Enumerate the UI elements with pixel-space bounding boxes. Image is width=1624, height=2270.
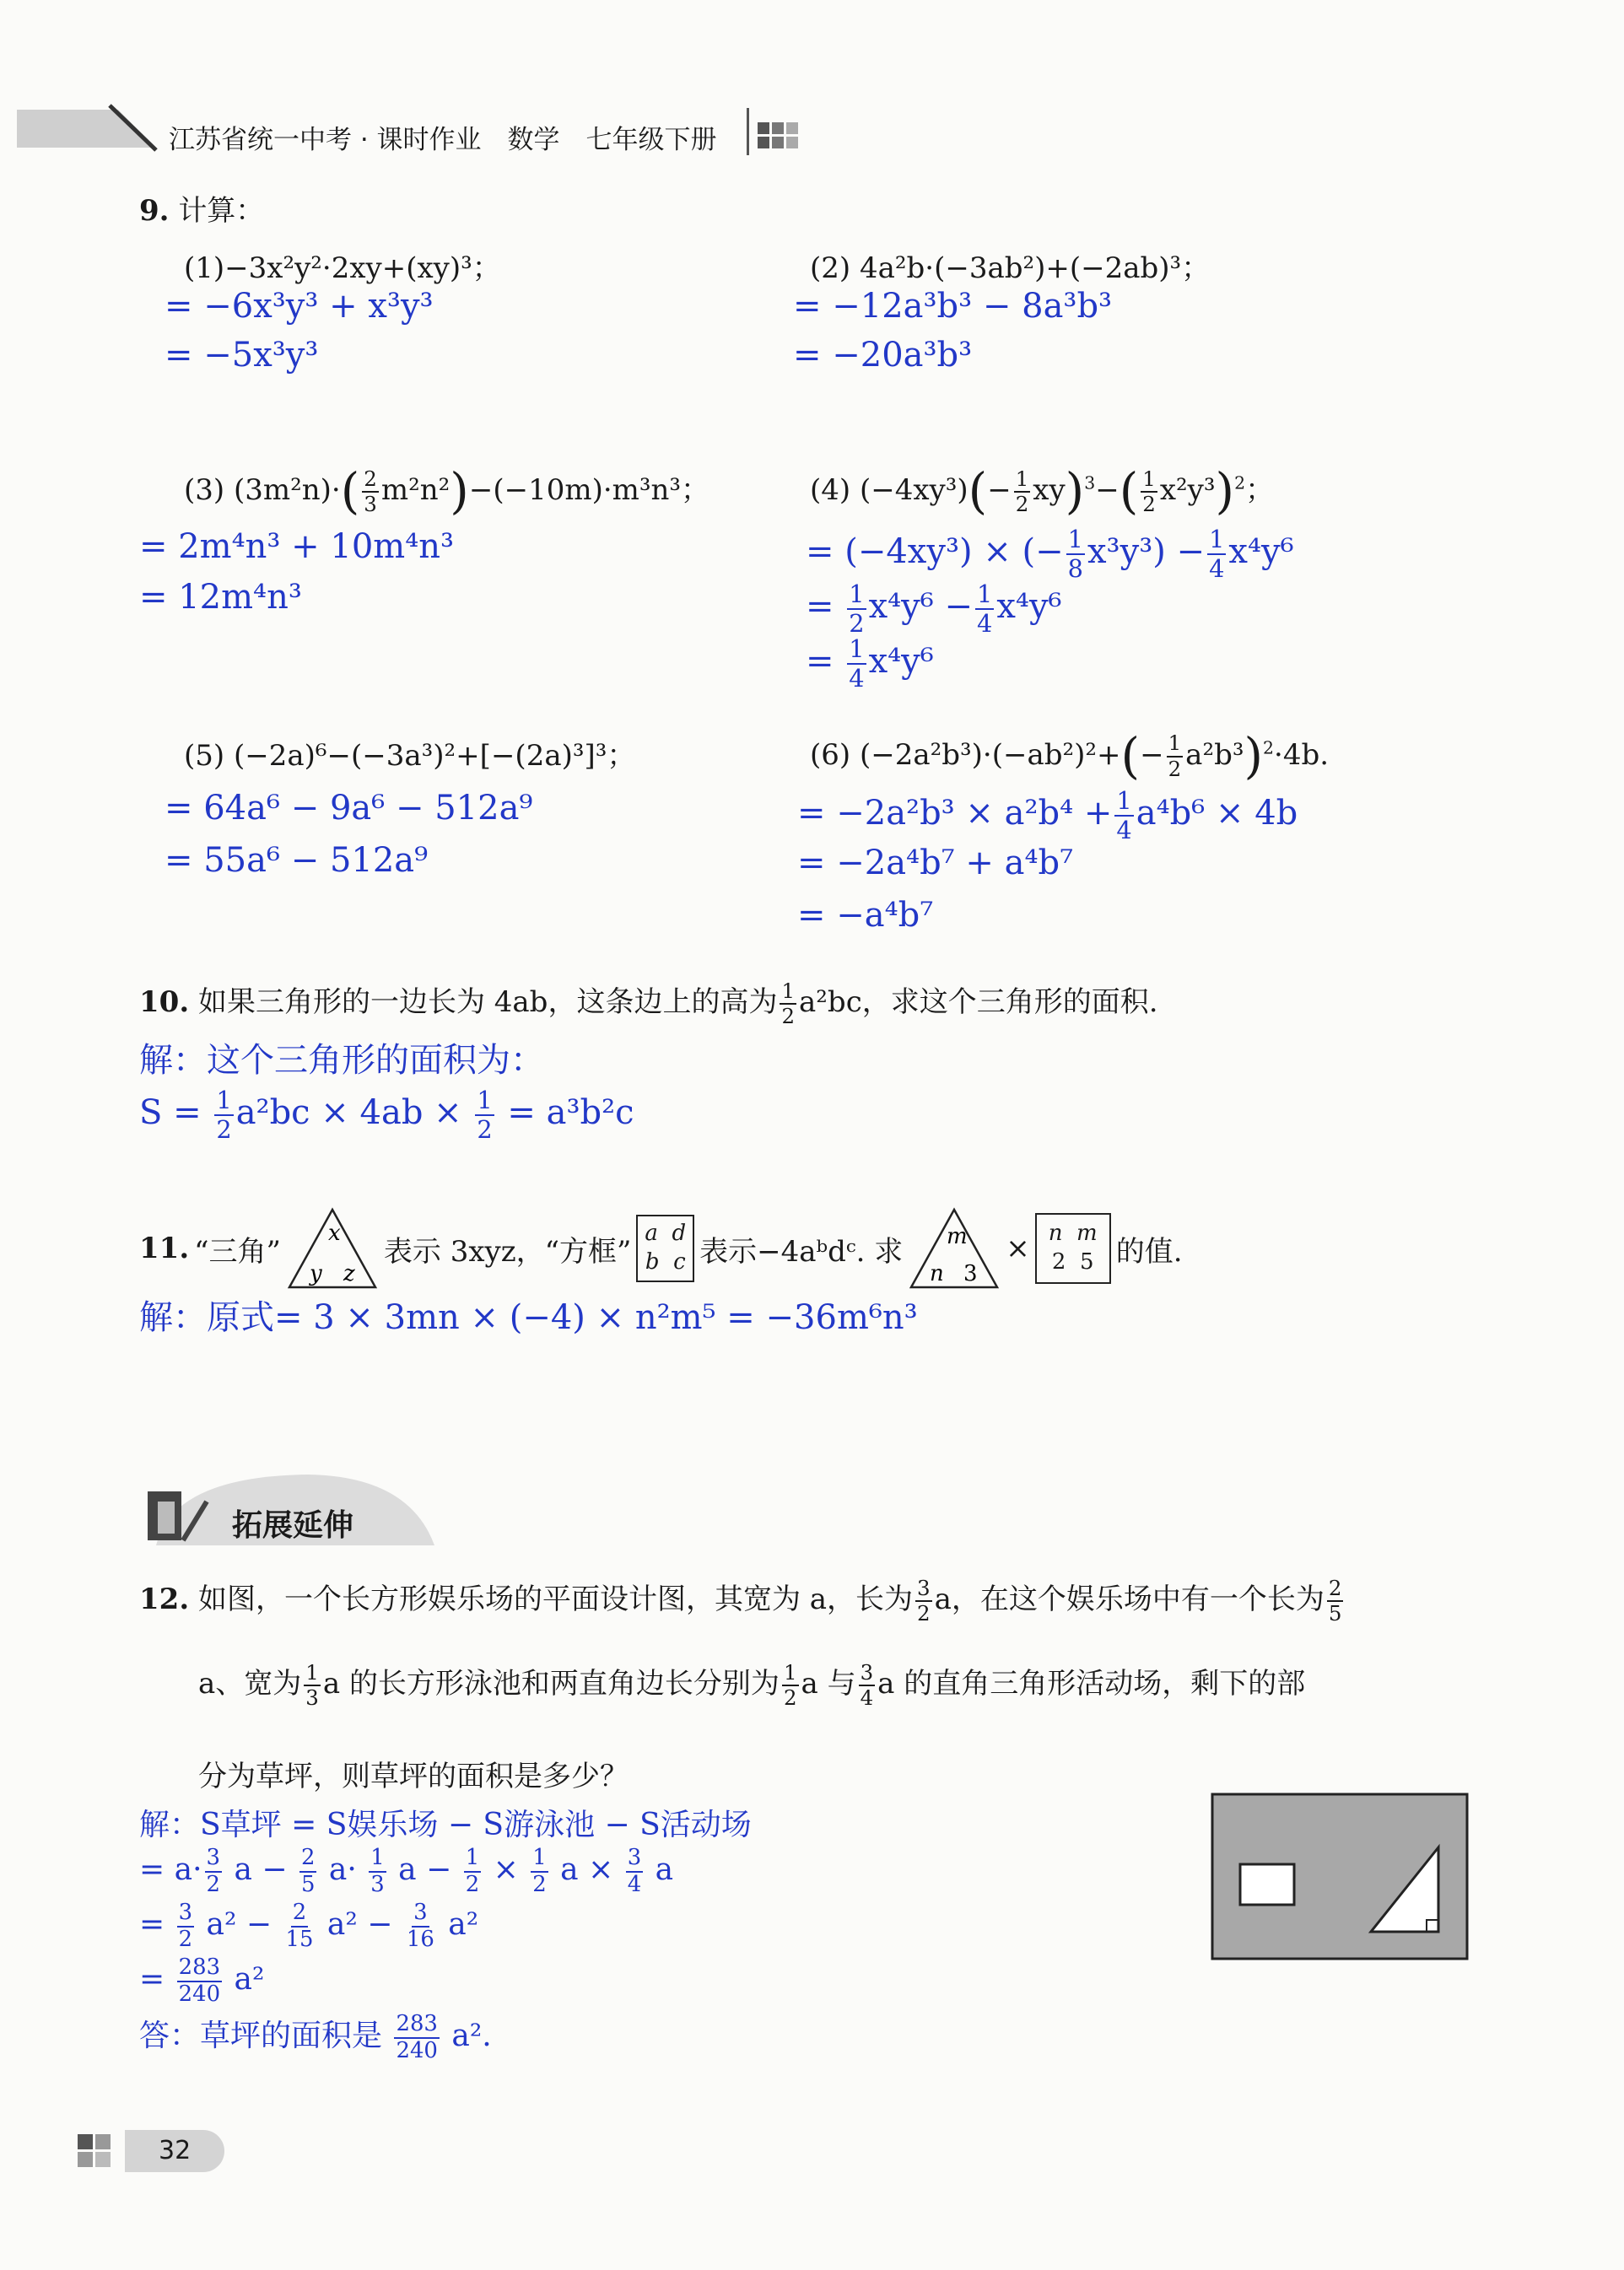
q12-figure [1211,1793,1472,1961]
triangle-figure-xyz [286,1206,379,1291]
q10-text-a: 如果三角形的一边长为 4ab，这条边上的高为 [197,985,778,1019]
q9-p4-ans1-c: x⁴y⁶ [1228,531,1294,571]
q9-heading [139,187,264,229]
triangle-figure-mn3 [908,1206,1001,1291]
q12-ans5-frac-num: 283 [394,2014,439,2039]
page-number: 32 [159,2136,192,2165]
tri1-top: x [327,1221,341,1246]
q12-line3: 分为草坪，则草坪的面积是多少？ [198,1760,629,1793]
box1-tr: d [672,1221,687,1247]
q11-text-5: 的值. [1115,1234,1183,1269]
header-divider [747,108,749,155]
q9-p4-ans3: = $\frac{1}{4}$ x⁴y⁶ [806,634,934,693]
q9-p1-problem: (1)−3x²y²·2xy+(xy)³； [184,251,501,285]
q9-p4-part-a: (4) (−4xy³) [810,473,968,507]
q9-p1-ans1: = −6x³y³ + x³y³ [165,287,434,326]
box-figure-abcd [636,1215,694,1282]
q12-ans5-frac-den: 240 [396,2038,438,2063]
q10-ans2-c: = a³b²c [507,1092,634,1132]
q9-p3-ans1: = 2m⁴n³ + 10m⁴n³ [139,527,455,566]
box2-br: 5 [1080,1249,1094,1275]
q12-ans4-frac-den: 240 [178,1981,221,2007]
q10-number: 10. [139,985,190,1019]
q12-ans4: = $\frac{283}{240}$ a² [139,1955,265,2007]
q12-ans3-a: = [139,1906,165,1942]
box1-br: c [673,1249,686,1275]
q12-line1-b: a，在这个娱乐场中有一个长为 [934,1583,1325,1616]
q11-times: × [1006,1232,1030,1265]
q12-ans5-b: a². [451,2019,492,2053]
q12-line1-a: 如图，一个长方形娱乐场的平面设计图，其宽为 a，长为 [197,1583,914,1616]
q12-line2: a、宽为 $\frac{1}{3}$ a 的长方形泳池和两直角边长分别为 $\frac{1}{2}$ a 与 $\frac{3}{4}$ a 的直角三角形活动场，剩下的部 [198,1659,1306,1710]
q9-p4-part-b: xy [1033,473,1066,507]
q9-p3-ans2: = 12m⁴n³ [139,578,302,617]
q9-p5-ans1: = 64a⁶ − 9a⁶ − 512a⁹ [165,789,533,828]
q10-ans2-a: S = [139,1092,202,1132]
q12-ans3: = $\frac{3}{2}$ a² − $\frac{2}{15}$ a² − $\frac{3}{16}$ a² [139,1900,479,1952]
q12-ans2-a: = a· [139,1852,202,1887]
q9-p5-problem: (5) (−2a)⁶−(−3a³)²+[−(2a)³]³； [184,739,636,773]
q9-p6-ans3: = −a⁴b⁷ [797,896,934,935]
q11-ans: 解：原式= 3 × 3mn × (−4) × n²m⁵ = −36m⁶n³ [139,1298,918,1337]
q9-p4-ans2: = $\frac{1}{2}$ x⁴y⁶ − $\frac{1}{4}$ x⁴y⁶ [806,580,1062,638]
q11-text-3: 表示−4aᵇdᶜ. 求 [699,1234,904,1269]
q9-number: 9. [139,194,170,228]
q12-ans5-a: 答：草坪的面积是 [139,2019,383,2053]
q9-p2-ans1: = −12a³b³ − 8a³b³ [793,287,1113,326]
q9-p4-ans1-b: x³y³) − [1087,531,1206,571]
q11-problem [139,1206,1183,1291]
q9-p3-part-c: −(−10m)·m³n³； [468,473,710,507]
pool-rect [1240,1864,1294,1905]
q9-p5-ans2: = 55a⁶ − 512a⁹ [165,841,429,880]
q9-p3-part-b: m²n² [380,473,451,507]
q9-p4-ans2-c: x⁴y⁶ [996,586,1062,626]
q11-text-2: 表示 3xyz，“方框” [383,1234,632,1269]
q12-ans4-a: = [139,1961,165,1997]
footer-grid-icon [78,2134,128,2176]
q9-p3-problem: (3) (3m²n)·( $\frac{2}{3}$ m²n²)−(−10m)·m³n³； [184,462,710,520]
q9-p6-ans1: = −2a²b³ × a²b⁴ + $\frac{1}{4}$ a⁴b⁶ × 4b [797,786,1298,844]
q11-number: 11. [139,1232,190,1265]
q12-line2-c: a 与 [801,1667,856,1701]
section-title: 拓展延伸 [232,1508,354,1543]
tri2-bl: n [930,1261,945,1286]
tri2-br: 3 [963,1261,978,1286]
q10-ans1: 解：这个三角形的面积为： [139,1041,544,1080]
q9-p6-problem: (6) (−2a²b³)·(−ab²)²+(− $\frac{1}{2}$ a²b³)$^2$·4b. [810,727,1330,785]
tri1-bl: y [309,1261,322,1286]
box-figure-nm25 [1035,1213,1111,1284]
q9-p4-ans1-a: = (−4xy³) × (− [806,531,1064,571]
q9-p6-part-c: ·4b. [1274,737,1330,772]
q9-p6-ans1-a: = −2a²b³ × a²b⁴ + [797,793,1113,833]
box1-bl: b [645,1249,660,1275]
header-decor [17,101,160,152]
q9-p2-problem: (2) 4a²b·(−3ab²)+(−2ab)³； [810,251,1211,285]
tri2-top: m [947,1224,968,1249]
q11-text-1: “三角” [194,1234,281,1269]
q9-p4-ans3-b: x⁴y⁶ [868,641,934,681]
box2-tl: n [1048,1221,1063,1247]
header-grid-icon [758,122,808,153]
q9-p4-problem: (4) (−4xy³)(− $\frac{1}{2}$ xy)$^3$−( $\frac{1}{2}$ x²y³)$^2$； [810,462,1275,520]
q9-p3-frac-den: 3 [364,492,377,516]
q9-p4-part-c: x²y³ [1159,473,1216,507]
q12-line2-d: a 的直角三角形活动场，剩下的部 [877,1667,1306,1701]
q12-line1: 12. 如图，一个长方形娱乐场的平面设计图，其宽为 a，长为 $\frac{3}{2}$ a，在这个娱乐场中有一个长为 $\frac{2}{5}$ [139,1575,1342,1626]
q12-ans1: 解：S草坪 = S娱乐场 − S游泳池 − S活动场 [139,1808,752,1842]
q9-p6-part-a: (6) (−2a²b³)·(−ab²)²+ [810,737,1121,772]
q9-p6-ans1-b: a⁴b⁶ × 4b [1136,793,1298,833]
q9-p4-ans1: = (−4xy³) × (− $\frac{1}{8}$ x³y³) − $\frac{1}{4}$ x⁴y⁶ [806,525,1294,583]
q9-p1-ans2: = −5x³y³ [165,336,319,375]
tri1-br: z [343,1261,355,1286]
box2-bl: 2 [1051,1249,1066,1275]
q9-title: 计算： [178,194,265,228]
q12-line2-a: a、宽为 [198,1667,302,1701]
q12-ans4-frac-num: 283 [177,1957,222,1982]
header-title: 江苏省统一中考 · 课时作业 数学 七年级下册 [169,125,717,155]
q9-p4-ans2-b: x⁴y⁶ − [868,586,974,626]
q12-line2-b: a 的长方形泳池和两直角边长分别为 [322,1667,780,1701]
q9-p6-part-b: a²b³ [1185,737,1244,772]
q10-problem: 10. 如果三角形的一边长为 4ab，这条边上的高为 $\frac{1}{2}$ a²bc，求这个三角形的面积. [139,978,1158,1028]
q10-ans2: S = $\frac{1}{2}$ a²bc × 4ab × $\frac{1}{2}$ = a³b²c [139,1086,634,1144]
q12-ans2: = a· $\frac{3}{2}$ a − $\frac{2}{5}$ a· $\frac{1}{3}$ a − $\frac{1}{2}$ × $\frac{1}{2}$ a × $\frac{3}{4}$ a [139,1845,674,1897]
q12-number: 12. [139,1583,190,1616]
q9-p2-ans2: = −20a³b³ [793,336,973,375]
q10-text-b: a²bc，求这个三角形的面积. [799,985,1158,1019]
q9-p3-frac-num: 2 [362,469,379,493]
q9-p3-part-a: (3) (3m²n)· [184,473,341,507]
box1-tl: a [645,1221,658,1247]
q10-ans2-b: a²bc × 4ab × [235,1092,462,1132]
box2-tr: m [1076,1221,1098,1247]
q9-p6-ans2: = −2a⁴b⁷ + a⁴b⁷ [797,844,1074,882]
q12-ans5 [139,2012,492,2062]
